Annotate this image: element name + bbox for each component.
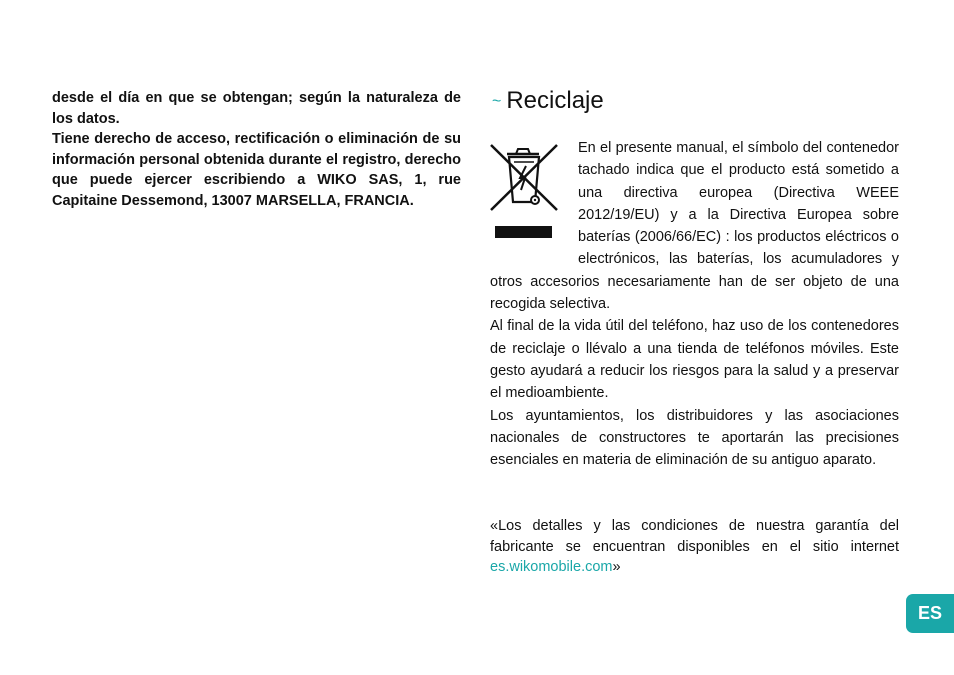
recycling-heading [492, 86, 604, 117]
website-link[interactable]: es.wikomobile.com [490, 559, 613, 576]
left-column [52, 88, 461, 211]
language-tab: ES [906, 594, 954, 633]
privacy-paragraph-2: Tiene derecho de acceso, rectificación o eliminación de su información personal obtenida durante el registro, derecho que puede ejercer escribiendo a WIKO SAS, 1, rue Capitaine Dessemond, 13007 MARSELLA, FRANCIA. [52, 131, 461, 209]
heading-marker: ~ [492, 93, 502, 110]
recycling-paragraph-1: En el presente manual, el símbolo del contenedor tachado indica que el producto está sometido a una directiva europea (Directiva WEEE 2012/19/EU) y a la Directiva Europea sobre baterías (2006/66/EC) : los productos eléctricos o electrónicos, las baterías, los acumuladores y otros accesorios necesariamente han de ser objeto de una recogida selectiva. [490, 140, 899, 313]
recycling-title: Reciclaje [506, 87, 604, 114]
privacy-paragraph-1: desde el día en que se obtengan; según la naturaleza de los datos. [52, 90, 461, 127]
guarantee-text-after: » [612, 559, 621, 576]
guarantee-paragraph [490, 516, 899, 578]
recycling-paragraph-2: Al final de la vida útil del teléfono, haz uso de los contenedores de reciclaje o llévalo a una tienda de teléfonos móviles. Este gesto ayudará a reducir los riesgos para la salud y a preservar el medioambiente. [490, 318, 899, 402]
recycling-body [490, 137, 899, 471]
icon-spacer [490, 137, 578, 249]
guarantee-text-before: «Los detalles y las condiciones de nuestra garantía del fabricante se encuentran disponibles en el sitio internet [490, 518, 899, 555]
recycling-paragraph-3: Los ayuntamientos, los distribuidores y las asociaciones nacionales de constructores te aportarán las precisiones esenciales en materia de eliminación de su antiguo aparato. [490, 407, 899, 469]
